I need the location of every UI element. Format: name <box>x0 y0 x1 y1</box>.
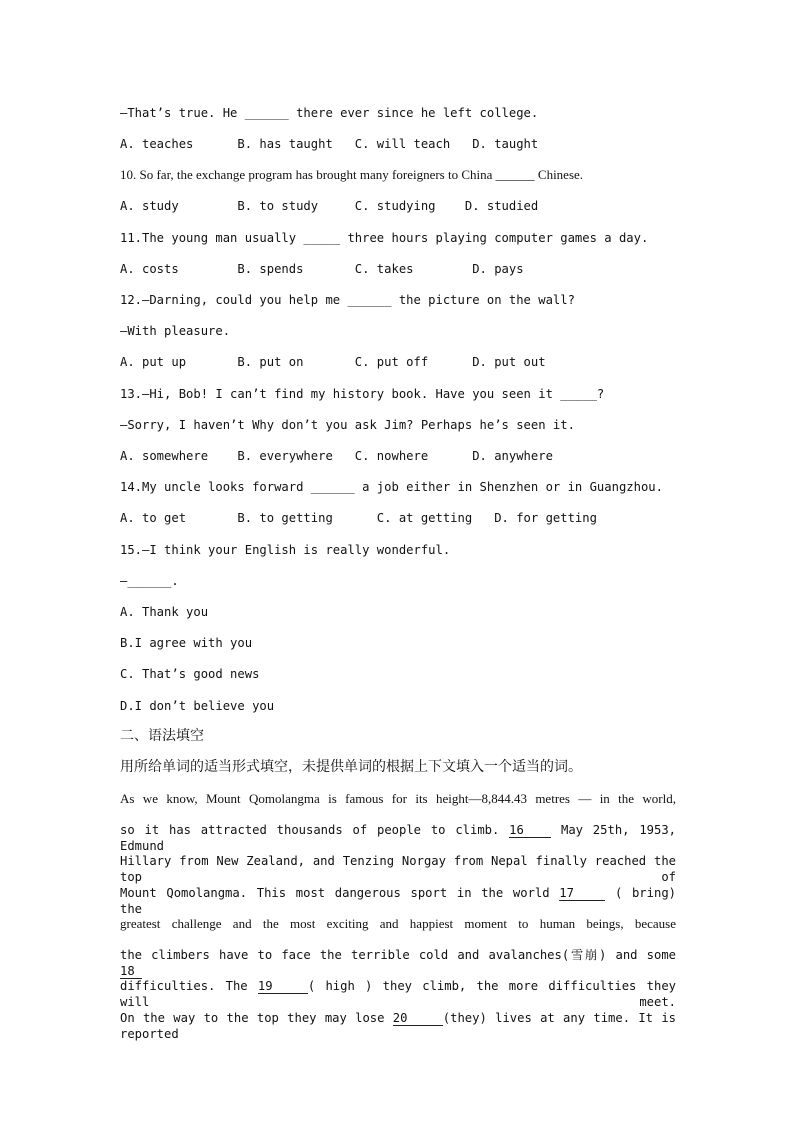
passage-text: ( high ) they climb, the more difficulties they will meet. <box>120 979 676 1009</box>
passage-text: so it has attracted thousands of people to climb. <box>120 823 510 837</box>
passage-line-8 <box>120 1010 676 1042</box>
q14-stem: 14.My uncle looks forward ______ a job either in Shenzhen or in Guangzhou. <box>120 480 663 494</box>
q12-reply: —With pleasure. <box>120 324 231 338</box>
q11-options: A. costs B. spends C. takes D. pays <box>120 262 524 276</box>
q9-options: A. teaches B. has taught C. will teach D. taught <box>120 137 539 151</box>
blank-18: 18 <box>120 965 142 979</box>
passage-text: May 25th, 1953, Edmund <box>120 823 677 853</box>
q15-option-d: D.I don’t believe you <box>120 699 275 713</box>
q13-stem: 13.—Hi, Bob! I can’t find my history book. Have you seen it _____? <box>120 387 605 401</box>
q9-reply: —That’s true. He ______ there ever since he left college. <box>120 106 539 120</box>
q11-stem: 11.The young man usually _____ three hours playing computer games a day. <box>120 231 649 245</box>
q10-options: A. study B. to study C. studying D. studied <box>120 199 539 213</box>
blank-19: 19 <box>258 980 308 994</box>
passage-line-2 <box>120 822 676 854</box>
q12-stem: 12.—Darning, could you help me ______ the picture on the wall? <box>120 293 575 307</box>
passage-text: the climbers have to face the terrible cold and avalanches(雪崩) and some <box>120 948 676 962</box>
blank-20: 20 <box>393 1012 443 1026</box>
section-heading: 二、语法填空 <box>120 728 204 744</box>
passage-text: difficulties. The <box>120 979 258 993</box>
passage-text: On the way to the top they may lose <box>120 1011 393 1025</box>
passage-text: ( bring) the <box>120 886 676 916</box>
q15-option-a: A. Thank you <box>120 605 209 619</box>
q15-stem: 15.—I think your English is really wonderful. <box>120 543 451 557</box>
q15-option-b: B.I agree with you <box>120 636 253 650</box>
q12-options: A. put up B. put on C. put off D. put out <box>120 355 546 369</box>
passage-line-3: Hillary from New Zealand, and Tenzing Norgay from Nepal finally reached the top of <box>120 854 676 884</box>
passage-line-5: greatest challenge and the most exciting and happiest moment to human beings, because <box>120 916 676 931</box>
q13-options: A. somewhere B. everywhere C. nowhere D. anywhere <box>120 449 553 463</box>
passage-line-4 <box>120 885 676 917</box>
q13-reply: —Sorry, I haven’t Why don’t you ask Jim? Perhaps he’s seen it. <box>120 418 575 432</box>
blank-17: 17 <box>559 887 605 901</box>
passage-line-6 <box>120 947 676 979</box>
passage-line-1: As we know, Mount Qomolangma is famous for its height—8,844.43 metres — in the world, <box>120 791 676 806</box>
q14-options: A. to get B. to getting C. at getting D. for getting <box>120 511 597 525</box>
passage-line-7 <box>120 978 676 1010</box>
passage-text: Mount Qomolangma. This most dangerous sport in the world <box>120 886 560 900</box>
passage-text: (they) lives at any time. It is reported <box>120 1011 676 1041</box>
q10-stem: 10. So far, the exchange program has brought many foreigners to China ______ Chinese. <box>120 167 584 182</box>
section-instruction: 用所给单词的适当形式填空，未提供单词的根据上下文填入一个适当的词。 <box>120 759 582 775</box>
blank-16: 16 <box>509 824 551 838</box>
q15-reply: —______. <box>120 574 179 588</box>
q15-option-c: C. That’s good news <box>120 667 260 681</box>
